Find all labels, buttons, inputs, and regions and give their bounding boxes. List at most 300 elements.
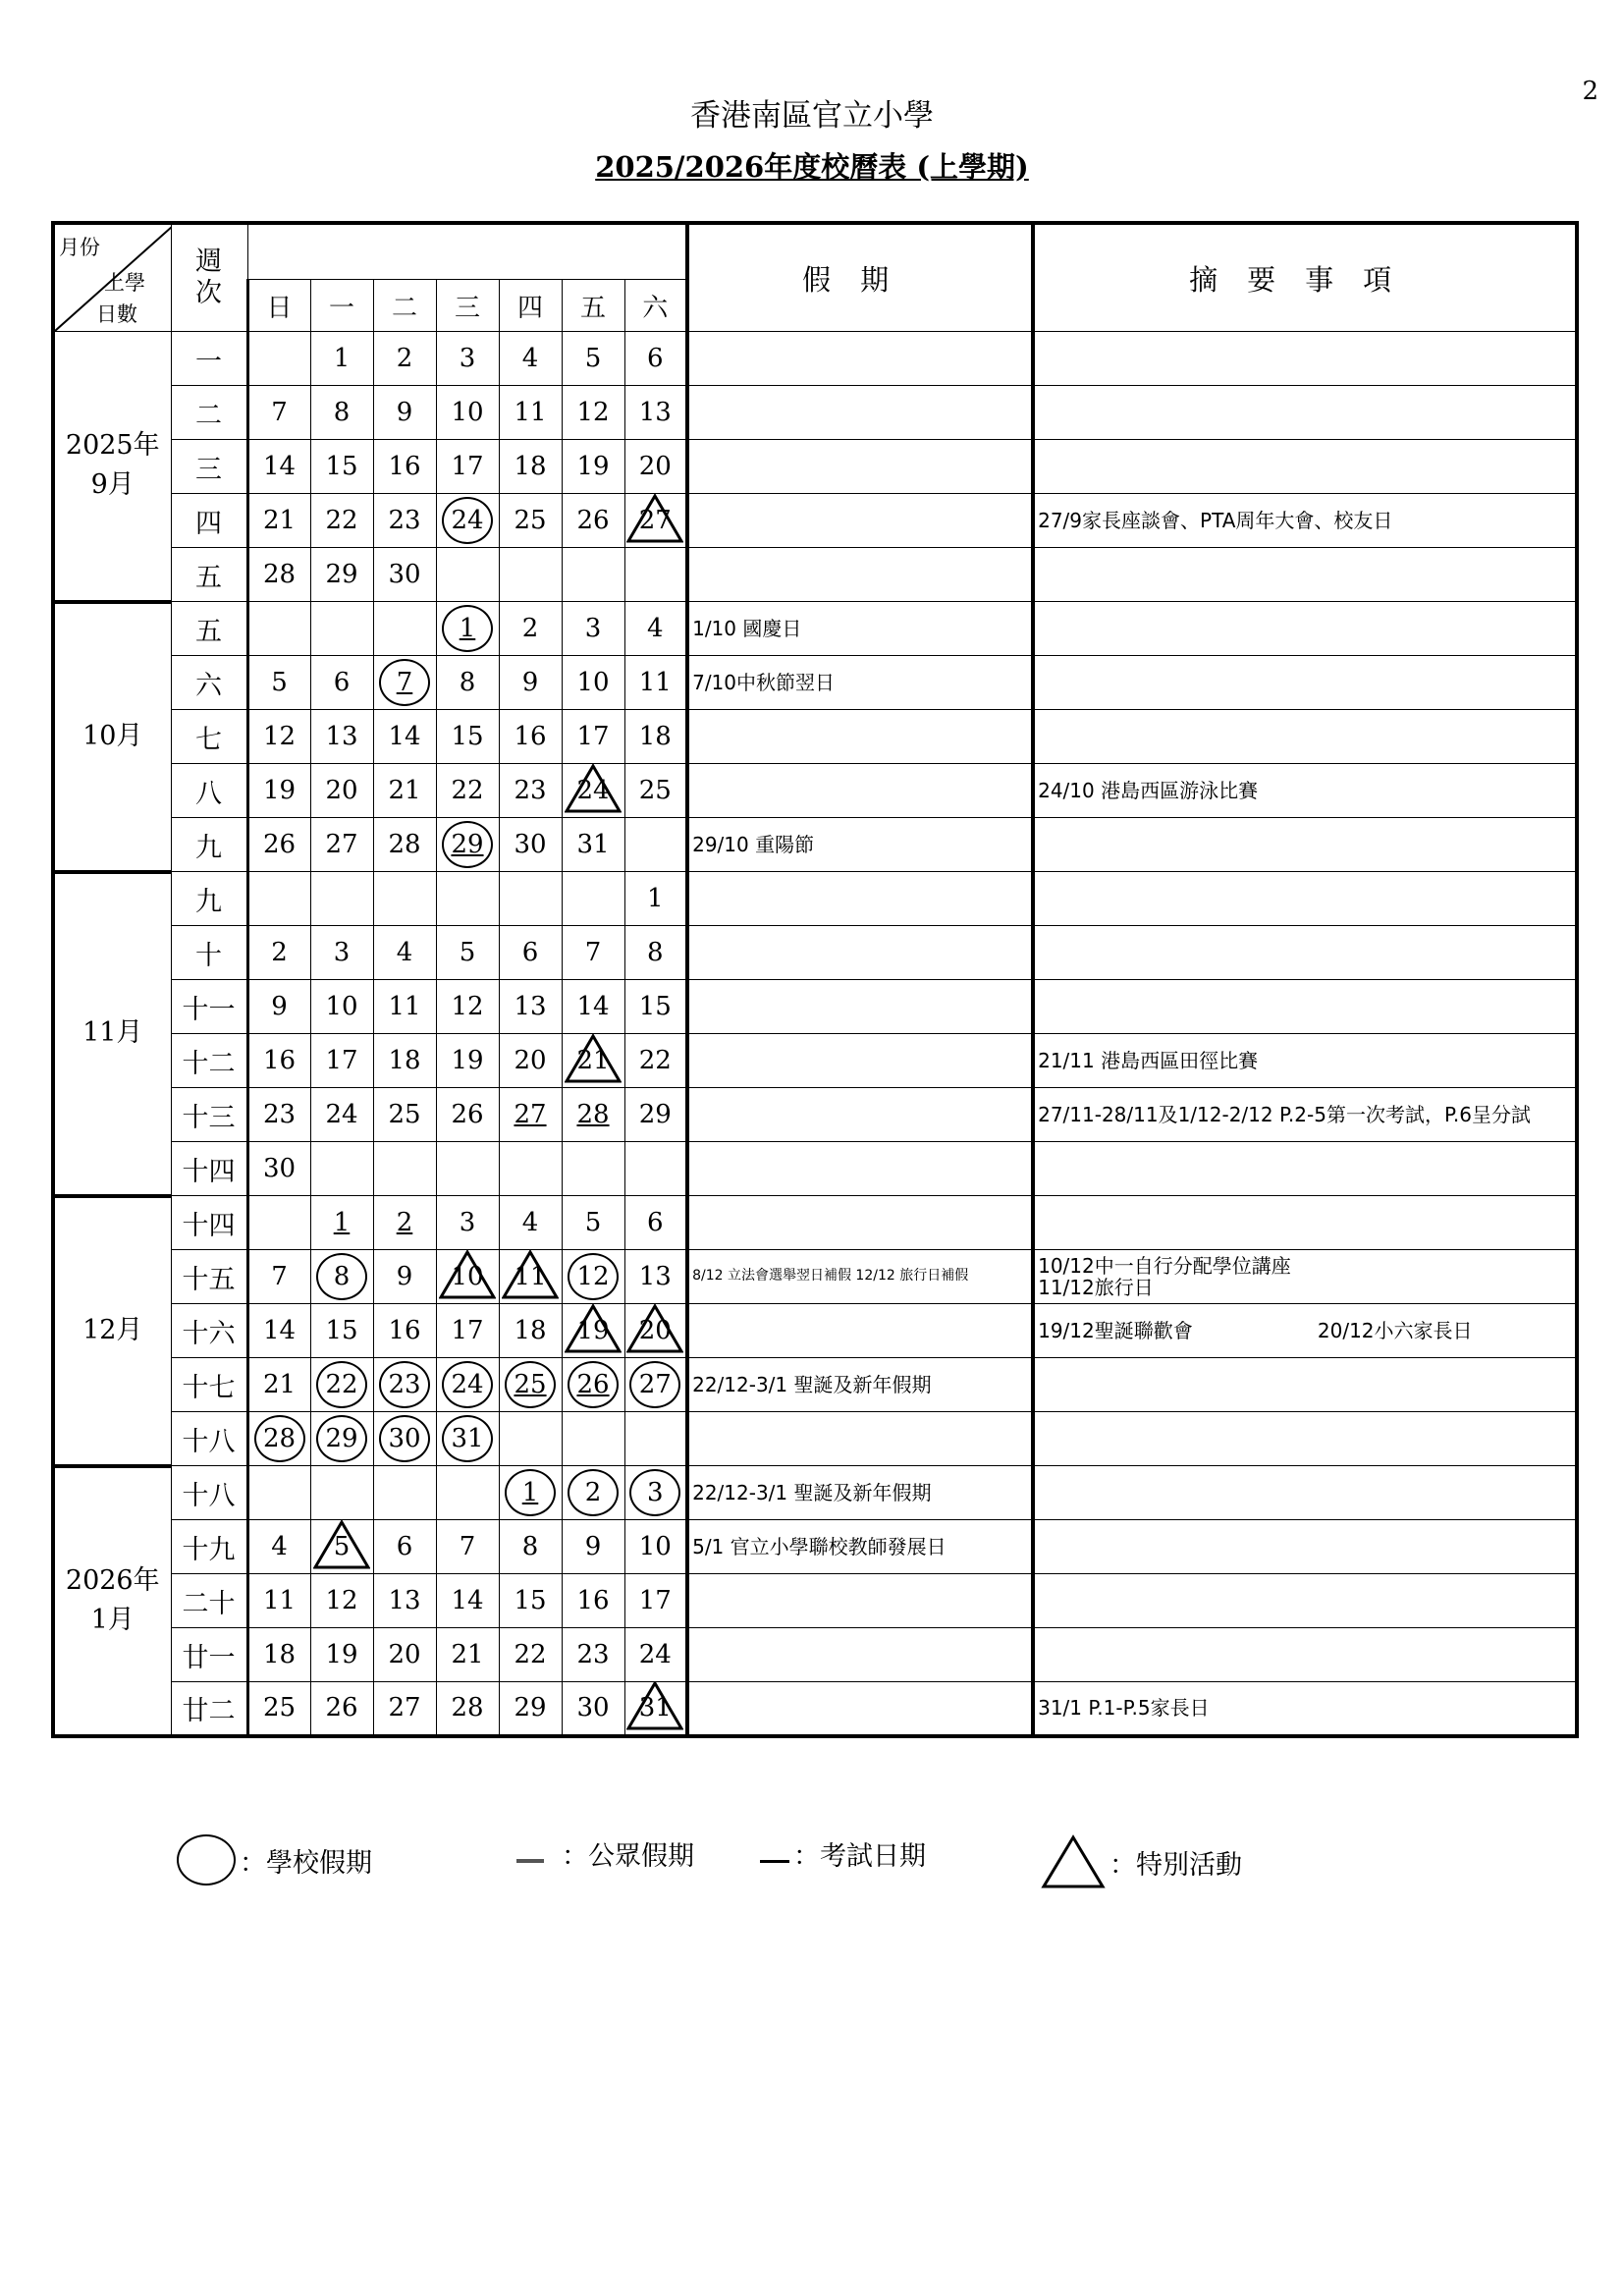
holiday-note: 7/10中秋節翌日 [687, 656, 1033, 710]
calendar-day-cell [562, 872, 624, 926]
week-number: 二 [171, 386, 247, 440]
calendar-day-cell [436, 1088, 499, 1142]
calendar-day-cell [499, 1412, 562, 1466]
calendar-day-cell [373, 494, 436, 548]
calendar-day-cell [310, 1466, 373, 1520]
calendar-day-cell [310, 980, 373, 1034]
day-number: 14 [451, 1586, 484, 1615]
holiday-note: 29/10 重陽節 [687, 818, 1033, 872]
day-number: 21 [262, 506, 297, 535]
calendar-table [51, 221, 1579, 1738]
calendar-day-cell [499, 764, 562, 818]
calendar-day-cell [247, 1358, 310, 1412]
day-number: 24 [451, 506, 484, 535]
calendar-day-cell [436, 1682, 499, 1736]
day-number: 8 [333, 1262, 351, 1291]
holiday-note [687, 764, 1033, 818]
day-number: 2 [521, 614, 539, 643]
day-number: 5 [459, 938, 476, 967]
week-number: 十三 [171, 1088, 247, 1142]
day-number: 18 [514, 1316, 547, 1345]
calendar-day-cell [499, 1250, 562, 1304]
event-note [1033, 332, 1577, 386]
day-number: 11 [514, 398, 547, 427]
week-row [53, 602, 1577, 656]
day-number: 29 [325, 560, 358, 589]
holiday-note [687, 548, 1033, 602]
week-row [53, 764, 1577, 818]
calendar-subtitle: 2025/2026年度校曆表 (上學期) [595, 150, 1029, 184]
event-note [1033, 1196, 1577, 1250]
calendar-day-cell [499, 1142, 562, 1196]
legend-exam-date-label: ：考試日期 [793, 1841, 926, 1872]
day-number: 10 [325, 992, 358, 1021]
day-number: 28 [451, 1693, 484, 1723]
day-number: 21 [451, 1640, 484, 1669]
day-number: 22 [638, 1046, 672, 1075]
event-note: 27/9家長座談會、PTA周年大會、校友日 [1033, 494, 1577, 548]
day-number: 9 [396, 1262, 413, 1291]
day-number: 7 [584, 938, 602, 967]
day-number: 24 [451, 1370, 484, 1399]
week-number: 一 [171, 332, 247, 386]
holiday-note [687, 440, 1033, 494]
event-note: 10/12中一自行分配學位講座 11/12旅行日 [1033, 1250, 1577, 1304]
week-number: 四 [171, 494, 247, 548]
holiday-note [687, 1628, 1033, 1682]
calendar-day-cell [624, 332, 687, 386]
day-number: 4 [521, 344, 539, 373]
week-number: 十八 [171, 1412, 247, 1466]
calendar-day-cell [436, 1034, 499, 1088]
calendar-day-cell [310, 1304, 373, 1358]
day-number: 19 [576, 452, 610, 481]
calendar-day-cell [247, 386, 310, 440]
calendar-day-cell [624, 764, 687, 818]
calendar-day-cell [310, 440, 373, 494]
week-row [53, 1196, 1577, 1250]
week-row [53, 1142, 1577, 1196]
day-number: 5 [584, 344, 602, 373]
calendar-day-cell [562, 1142, 624, 1196]
calendar-day-cell [310, 1142, 373, 1196]
legend-school-holiday [177, 1834, 372, 1886]
holiday-note [687, 710, 1033, 764]
calendar-day-cell [499, 440, 562, 494]
weekday-header-4: 四 [499, 280, 562, 332]
calendar-day-cell [499, 1034, 562, 1088]
day-number: 17 [638, 1586, 672, 1615]
day-number: 21 [576, 1046, 610, 1075]
day-number: 30 [262, 1154, 297, 1183]
week-row [53, 386, 1577, 440]
week-number: 廿二 [171, 1682, 247, 1736]
calendar-day-cell [247, 926, 310, 980]
calendar-day-cell [247, 440, 310, 494]
day-number: 18 [514, 452, 547, 481]
day-number: 29 [514, 1693, 547, 1723]
event-note [1033, 1142, 1577, 1196]
calendar-day-cell [247, 494, 310, 548]
day-number: 20 [638, 1316, 672, 1345]
calendar-day-cell [373, 1088, 436, 1142]
day-number: 21 [262, 1370, 297, 1399]
calendar-day-cell [373, 602, 436, 656]
calendar-day-cell [436, 818, 499, 872]
calendar-day-cell [247, 602, 310, 656]
day-number: 1 [521, 1478, 539, 1507]
calendar-day-cell [373, 818, 436, 872]
day-number: 15 [325, 452, 358, 481]
calendar-day-cell [562, 1628, 624, 1682]
calendar-day-cell [436, 656, 499, 710]
calendar-day-cell [247, 710, 310, 764]
calendar-day-cell [562, 548, 624, 602]
calendar-day-cell [499, 494, 562, 548]
calendar-day-cell [562, 602, 624, 656]
day-number: 30 [576, 1693, 610, 1723]
holiday-note: 1/10 國慶日 [687, 602, 1033, 656]
calendar-day-cell [624, 386, 687, 440]
day-number: 6 [521, 938, 539, 967]
day-number: 1 [333, 1208, 351, 1237]
calendar-day-cell [436, 1412, 499, 1466]
day-number: 30 [514, 830, 547, 859]
day-number: 8 [647, 938, 664, 967]
day-number: 24 [576, 776, 610, 805]
calendar-day-cell [373, 710, 436, 764]
calendar-day-cell [624, 926, 687, 980]
month-label: 10月 [53, 602, 171, 872]
calendar-day-cell [310, 764, 373, 818]
day-number: 16 [514, 722, 547, 751]
calendar-day-cell [562, 1412, 624, 1466]
day-number: 16 [388, 1316, 421, 1345]
short-bar-icon [516, 1859, 544, 1863]
event-note [1033, 980, 1577, 1034]
calendar-day-cell [373, 1412, 436, 1466]
day-number: 15 [514, 1586, 547, 1615]
day-number: 6 [647, 1208, 664, 1237]
day-number: 29 [325, 1424, 358, 1453]
day-number: 28 [262, 560, 297, 589]
calendar-day-cell [499, 872, 562, 926]
event-note [1033, 1520, 1577, 1574]
holiday-note [687, 494, 1033, 548]
calendar-day-cell [436, 1304, 499, 1358]
holiday-note [687, 1142, 1033, 1196]
week-row [53, 656, 1577, 710]
calendar-day-cell [247, 656, 310, 710]
day-number: 3 [459, 1208, 476, 1237]
calendar-day-cell [624, 1142, 687, 1196]
day-number: 10 [638, 1532, 672, 1561]
calendar-day-cell [624, 1250, 687, 1304]
calendar-day-cell [310, 872, 373, 926]
calendar-day-cell [310, 602, 373, 656]
calendar-day-cell [562, 1250, 624, 1304]
day-number: 19 [262, 776, 297, 805]
day-number: 10 [576, 668, 610, 697]
event-note [1033, 602, 1577, 656]
day-number: 7 [396, 668, 413, 697]
day-number: 6 [333, 668, 351, 697]
calendar-day-cell [310, 386, 373, 440]
calendar-day-cell [373, 1034, 436, 1088]
week-number: 十六 [171, 1304, 247, 1358]
day-number: 19 [576, 1316, 610, 1345]
week-row [53, 710, 1577, 764]
day-number: 9 [584, 1532, 602, 1561]
calendar-day-cell [310, 1682, 373, 1736]
calendar-day-cell [373, 1358, 436, 1412]
calendar-day-cell [624, 1304, 687, 1358]
day-number: 18 [638, 722, 672, 751]
calendar-day-cell [562, 926, 624, 980]
day-number: 13 [638, 1262, 672, 1291]
day-number: 16 [262, 1046, 297, 1075]
calendar-day-cell [499, 926, 562, 980]
calendar-day-cell [499, 1682, 562, 1736]
day-number: 30 [388, 1424, 421, 1453]
calendar-day-cell [624, 494, 687, 548]
day-number: 22 [325, 506, 358, 535]
calendar-day-cell [436, 1628, 499, 1682]
calendar-day-cell [247, 1628, 310, 1682]
calendar-day-cell [247, 1412, 310, 1466]
week-row [53, 332, 1577, 386]
event-note [1033, 818, 1577, 872]
calendar-day-cell [624, 1196, 687, 1250]
calendar-day-cell [373, 548, 436, 602]
calendar-day-cell [436, 1466, 499, 1520]
day-number: 2 [584, 1478, 602, 1507]
holiday-note [687, 1196, 1033, 1250]
day-number: 9 [271, 992, 288, 1021]
calendar-day-cell [436, 494, 499, 548]
day-number: 2 [396, 1208, 413, 1237]
calendar-day-cell [310, 1088, 373, 1142]
calendar-day-cell [373, 1142, 436, 1196]
week-number: 九 [171, 818, 247, 872]
week-row [53, 1088, 1577, 1142]
day-number: 31 [638, 1693, 672, 1723]
day-number: 24 [325, 1100, 358, 1129]
day-number: 6 [396, 1532, 413, 1561]
weekday-header-6: 六 [624, 280, 687, 332]
day-number: 7 [459, 1532, 476, 1561]
calendar-day-cell [562, 764, 624, 818]
calendar-day-cell [373, 980, 436, 1034]
day-number: 3 [647, 1478, 664, 1507]
calendar-day-cell [562, 1358, 624, 1412]
day-number: 21 [388, 776, 421, 805]
week-row [53, 872, 1577, 926]
calendar-day-cell [436, 1142, 499, 1196]
calendar-day-cell [436, 1196, 499, 1250]
calendar-day-cell [562, 494, 624, 548]
holiday-note [687, 980, 1033, 1034]
calendar-day-cell [562, 1466, 624, 1520]
day-number: 15 [325, 1316, 358, 1345]
event-note [1033, 1466, 1577, 1520]
week-row [53, 1304, 1577, 1358]
day-number: 10 [451, 1262, 484, 1291]
day-number: 26 [325, 1693, 358, 1723]
calendar-day-cell [310, 1250, 373, 1304]
event-note [1033, 656, 1577, 710]
day-number: 14 [262, 1316, 297, 1345]
day-number: 23 [388, 1370, 421, 1399]
week-row [53, 1412, 1577, 1466]
calendar-day-cell [373, 926, 436, 980]
underline-icon [760, 1844, 789, 1863]
day-number: 8 [521, 1532, 539, 1561]
day-number: 4 [521, 1208, 539, 1237]
calendar-day-cell [247, 872, 310, 926]
day-number: 19 [325, 1640, 358, 1669]
day-number: 4 [271, 1532, 288, 1561]
weekday-header-5: 五 [562, 280, 624, 332]
calendar-day-cell [624, 1088, 687, 1142]
event-note [1033, 440, 1577, 494]
day-number: 7 [271, 1262, 288, 1291]
event-note [1033, 1574, 1577, 1628]
holiday-note: 22/12-3/1 聖誕及新年假期 [687, 1466, 1033, 1520]
corner-header [53, 223, 171, 332]
calendar-day-cell [624, 602, 687, 656]
calendar-day-cell [436, 764, 499, 818]
calendar-day-cell [373, 1466, 436, 1520]
day-number: 6 [647, 344, 664, 373]
school-calendar [51, 221, 1575, 1761]
day-number: 13 [325, 722, 358, 751]
day-number: 27 [638, 506, 672, 535]
day-number: 5 [271, 668, 288, 697]
week-row [53, 1682, 1577, 1736]
calendar-day-cell [310, 818, 373, 872]
calendar-day-cell [247, 1304, 310, 1358]
day-number: 25 [388, 1100, 421, 1129]
calendar-day-cell [499, 1358, 562, 1412]
calendar-day-cell [499, 332, 562, 386]
calendar-day-cell [562, 656, 624, 710]
calendar-day-cell [436, 926, 499, 980]
calendar-day-cell [310, 494, 373, 548]
calendar-day-cell [247, 1520, 310, 1574]
week-row [53, 980, 1577, 1034]
calendar-day-cell [310, 1628, 373, 1682]
calendar-day-cell [562, 818, 624, 872]
day-number: 3 [459, 344, 476, 373]
calendar-day-cell [436, 1358, 499, 1412]
event-note [1033, 1628, 1577, 1682]
calendar-day-cell [499, 386, 562, 440]
month-label: 2026年 1月 [53, 1466, 171, 1736]
calendar-day-cell [499, 1628, 562, 1682]
calendar-day-cell [624, 710, 687, 764]
holiday-note [687, 872, 1033, 926]
calendar-day-cell [436, 1250, 499, 1304]
week-number: 六 [171, 656, 247, 710]
holiday-note [687, 1682, 1033, 1736]
day-number: 2 [271, 938, 288, 967]
day-number: 13 [514, 992, 547, 1021]
calendar-day-cell [310, 1520, 373, 1574]
weekday-header-2: 二 [373, 280, 436, 332]
day-number: 17 [576, 722, 610, 751]
week-number: 十四 [171, 1196, 247, 1250]
calendar-day-cell [310, 710, 373, 764]
day-number: 2 [396, 344, 413, 373]
weekday-header-3: 三 [436, 280, 499, 332]
day-number: 3 [333, 938, 351, 967]
calendar-day-cell [624, 1034, 687, 1088]
calendar-day-cell [310, 1412, 373, 1466]
month-label: 11月 [53, 872, 171, 1196]
day-number: 22 [514, 1640, 547, 1669]
week-number: 十五 [171, 1250, 247, 1304]
calendar-day-cell [247, 980, 310, 1034]
day-number: 16 [576, 1586, 610, 1615]
day-number: 28 [576, 1100, 610, 1129]
legend-school-holiday-label: ：學校假期 [240, 1847, 372, 1879]
day-number: 22 [451, 776, 484, 805]
calendar-day-cell [247, 1682, 310, 1736]
calendar-day-cell [373, 332, 436, 386]
event-note: 31/1 P.1-P.5家長日 [1033, 1682, 1577, 1736]
calendar-day-cell [247, 1574, 310, 1628]
day-number: 5 [333, 1532, 351, 1561]
week-number: 十一 [171, 980, 247, 1034]
calendar-day-cell [436, 440, 499, 494]
calendar-day-cell [373, 1628, 436, 1682]
day-number: 30 [388, 560, 421, 589]
holiday-note: 8/12 立法會選舉翌日補假 12/12 旅行日補假 [687, 1250, 1033, 1304]
calendar-day-cell [562, 1304, 624, 1358]
day-number: 14 [576, 992, 610, 1021]
week-row [53, 818, 1577, 872]
weekday-header-spacer [247, 223, 687, 280]
school-name-title: 香港南區官立小學 [690, 98, 934, 134]
calendar-day-cell [499, 1088, 562, 1142]
legend-public-holiday-label: ：公眾假期 [562, 1841, 694, 1872]
calendar-day-cell [436, 332, 499, 386]
week-row [53, 440, 1577, 494]
calendar-day-cell [562, 710, 624, 764]
day-number: 22 [325, 1370, 358, 1399]
day-number: 31 [451, 1424, 484, 1453]
calendar-day-cell [310, 1358, 373, 1412]
calendar-day-cell [310, 1196, 373, 1250]
event-note [1033, 926, 1577, 980]
calendar-day-cell [247, 1034, 310, 1088]
week-number: 五 [171, 602, 247, 656]
calendar-day-cell [624, 1682, 687, 1736]
calendar-day-cell [436, 386, 499, 440]
legend [0, 1825, 1624, 1893]
day-number: 12 [325, 1586, 358, 1615]
week-row [53, 1250, 1577, 1304]
week-number: 七 [171, 710, 247, 764]
calendar-day-cell [436, 710, 499, 764]
day-number: 1 [647, 884, 664, 913]
day-number: 28 [388, 830, 421, 859]
calendar-day-cell [247, 818, 310, 872]
holidays-header: 假期 [687, 223, 1033, 332]
day-number: 26 [576, 506, 610, 535]
week-row [53, 1034, 1577, 1088]
